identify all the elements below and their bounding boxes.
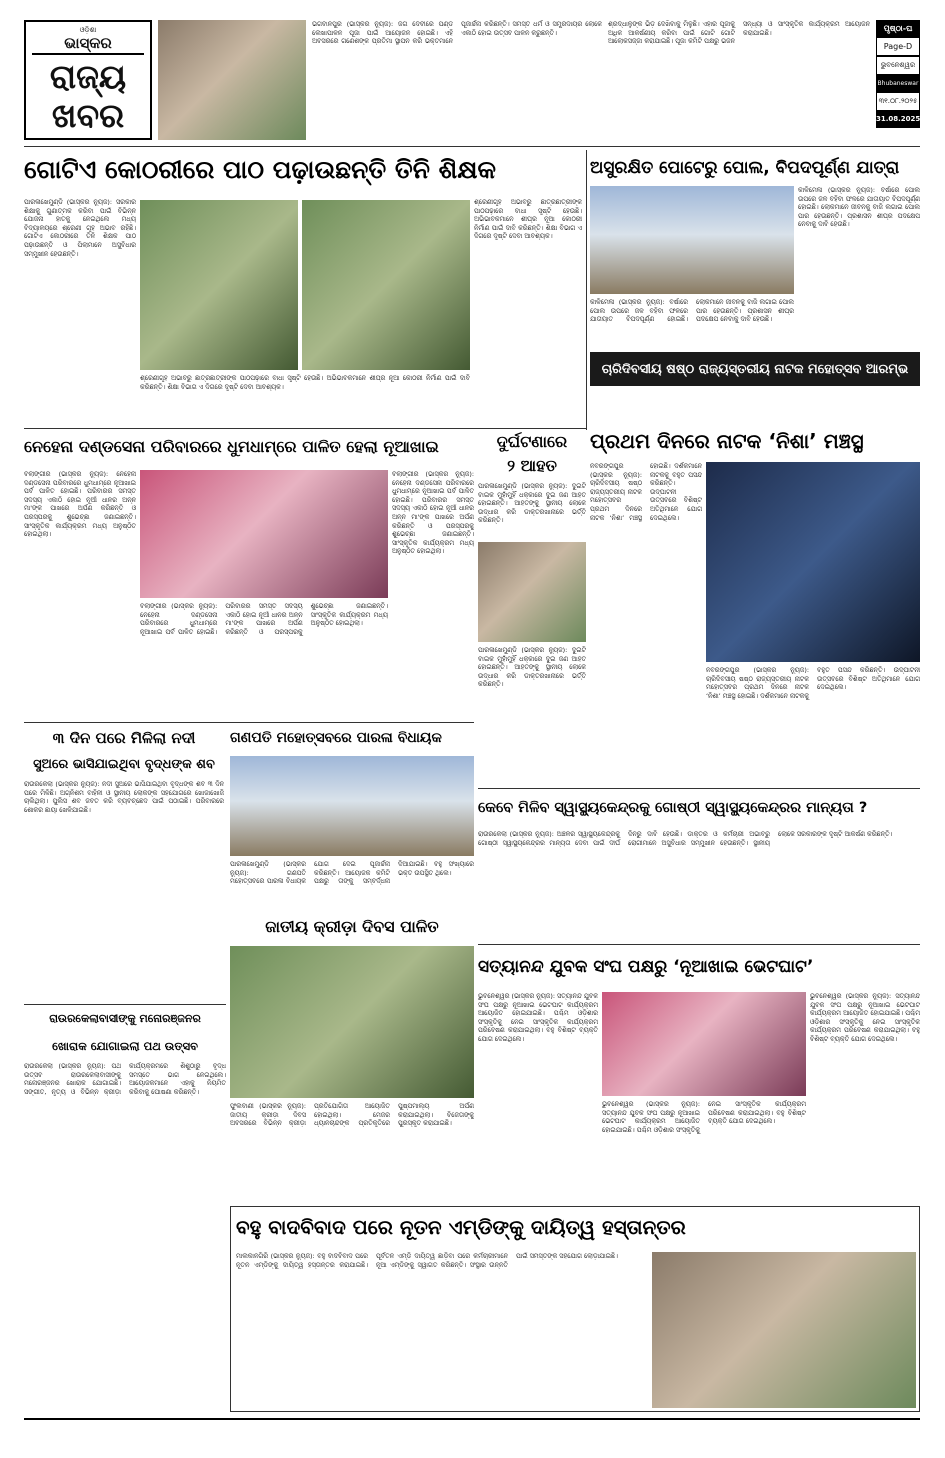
city-odia: ଭୁବନେଶ୍ୱର xyxy=(876,56,920,75)
river-story-text: ରାଉରକେଲା (ଭାସ୍କର ନ୍ୟୁଜ): ନଦୀ ସୁଅରେ ଭାସିଯାଇଥିବା ବୃଦ୍ଧଙ୍କ ଶବ ୩ ଦିନ ପରେ ମିଳିଛି। ଅଗ୍ନିଶମ ବାହିନୀ ଓ ସ୍ଥାନୀୟ ଲୋକଙ୍କ ସହଯୋଗରେ ଖୋଜାଖୋଜି ଚାଲିଥିଲା। ପୁଲିସ ଶବ ଜବତ କରି ବ୍ୟବଚ୍ଛେଦ ପାଇଁ ପଠାଇଛି। ପରିବାରରେ ଶୋକର ଛାୟା ଖେଳିଯାଇଛି। xyxy=(24,780,224,814)
sangha-story-right-text: ଭୁବନେଶ୍ୱର (ଭାସ୍କର ନ୍ୟୁଜ): ସତ୍ୟାନନ୍ଦ ଯୁବକ ସଂଘ ପକ୍ଷରୁ ନୂଆଖାଇ ଭେଟଘାଟ କାର୍ଯ୍ୟକ୍ରମ ଆୟୋଜିତ ହୋଇଯାଇଛି। ପଶ୍ଚିମ ଓଡ଼ିଶାର ସଂସ୍କୃତିକୁ ନେଇ ସାଂସ୍କୃତିକ କାର୍ଯ୍ୟକ୍ରମ ପରିବେଷଣ କରାଯାଇଥିଲା। ବହୁ ବିଶିଷ୍ଟ ବ୍ୟକ୍ତି ଯୋଗ ଦେଇଥିଲେ। xyxy=(810,992,920,1043)
headline-ganesh: ଗଣପତି ମହୋତ୍ସବରେ ପାରଳା ବିଧାୟକ xyxy=(230,730,442,746)
classroom-photo-left xyxy=(140,200,298,370)
school-story-text: ପାରଳାଖେମୁଣ୍ଡି (ଭାସ୍କର ନ୍ୟୁଜ): ସରକାର ଶିକ୍ଷାକୁ ଗୁଣାତ୍ମକ କରିବା ପାଇଁ ବିଭିନ୍ନ ଯୋଜନା ହାତକୁ ନେଇଥିଲେ ମଧ୍ୟ ବିଦ୍ୟାଳୟରେ ଶ୍ରେଣୀ ଗୃହ ଅଭାବ ରହିଛି। ଗୋଟିଏ କୋଠରୀରେ ତିନି ଶିକ୍ଷକ ପାଠ ପଢ଼ାଉଛନ୍ତି ଓ ପିଲାମାନେ ଅସୁବିଧାର ସମ୍ମୁଖୀନ ହେଉଛନ୍ତି। xyxy=(24,198,136,258)
headline-nuakhai-meet: ସତ୍ୟାନନ୍ଦ ଯୁବକ ସଂଘ ପକ୍ଷରୁ ‘ନୂଆଖାଇ ଭେଟଘାଟ’ xyxy=(478,957,814,977)
sangha-story-text: ଭୁବନେଶ୍ୱର (ଭାସ୍କର ନ୍ୟୁଜ): ସତ୍ୟାନନ୍ଦ ଯୁବକ ସଂଘ ପକ୍ଷରୁ ନୂଆଖାଇ ଭେଟଘାଟ କାର୍ଯ୍ୟକ୍ରମ ଆୟୋଜିତ ହୋଇଯାଇଛି। ପଶ୍ଚିମ ଓଡ଼ିଶାର ସଂସ୍କୃତିକୁ ନେଇ ସାଂସ୍କୃତିକ କାର୍ଯ୍ୟକ୍ରମ ପରିବେଷଣ କରାଯାଇଥିଲା। ବହୁ ବିଶିଷ୍ଟ ବ୍ୟକ୍ତି ଯୋଗ ଦେଇଥିଲେ। xyxy=(478,992,598,1043)
headline-nuakhai: ନେହେନା ଦଣ୍ଡସେନା ପରିବାରରେ ଧୁମଧାମ୍‌ରେ ପାଳିତ ହେଲା ନୂଆଖାଇ xyxy=(24,437,439,456)
divider xyxy=(24,722,474,723)
masthead-divider xyxy=(32,53,144,55)
brand-name: ଭାସ୍କର xyxy=(64,34,112,52)
footer-rule xyxy=(24,1418,920,1420)
headline-festival-line1: ରାଉରକେଲାବାସୀଙ୍କୁ ମନୋରଞ୍ଜନର xyxy=(49,1012,201,1025)
headline-school: ଗୋଟିଏ କୋଠରୀରେ ପାଠ ପଢ଼ାଉଛନ୍ତି ତିନି ଶିକ୍ଷକ xyxy=(24,155,496,184)
page-label: Page-D xyxy=(876,37,920,56)
drama-story-text: ନବରଙ୍ଗପୁର (ଭାସ୍କର ନ୍ୟୁଜ): ଚାରିଦିବସୀୟ ଷଷ୍ଠ ରାଜ୍ୟସ୍ତରୀୟ ନାଟକ ମହୋତ୍ସବର ପ୍ରଥମ ଦିନରେ ନାଟକ ‘ନିଶା’ ମଞ୍ଚସ୍ଥ ହୋଇଛି। ଦର୍ଶକମାନେ ନାଟକକୁ ବହୁତ ପସନ୍ଦ କରିଛନ୍ତି। ଉଦ୍‌ଘାଟନୀ ଉତ୍ସବରେ ବିଶିଷ୍ଟ ଅତିଥିମାନେ ଯୋଗ ଦେଇଥିଲେ। xyxy=(590,462,702,522)
bridge-photo xyxy=(590,186,794,294)
headline-festival-line2: ଖୋରାକ ଯୋଗାଇଲା ପଥ ଉତ୍ସବ xyxy=(52,1039,198,1053)
page-info-box xyxy=(876,20,920,142)
headline-health-centre: କେବେ ମିଳିବ ସ୍ୱାସ୍ଥ୍ୟକେନ୍ଦ୍ରକୁ ଗୋଷ୍ଠୀ ସ୍ୱାସ୍ଥ୍ୟକେନ୍ଦ୍ରର ମାନ୍ୟତା ? xyxy=(478,800,868,816)
drama-story-right-text: ନବରଙ୍ଗପୁର (ଭାସ୍କର ନ୍ୟୁଜ): ଚାରିଦିବସୀୟ ଷଷ୍ଠ ରାଜ୍ୟସ୍ତରୀୟ ନାଟକ ମହୋତ୍ସବର ପ୍ରଥମ ଦିନରେ ନାଟକ ‘ନିଶା’ ମଞ୍ଚସ୍ଥ ହୋଇଛି। ଦର୍ଶକମାନେ ନାଟକକୁ ବହୁତ ପସନ୍ଦ କରିଛନ୍ତି। ଉଦ୍‌ଘାଟନୀ ଉତ୍ସବରେ ବିଶିଷ୍ଟ ଅତିଥିମାନେ ଯୋଗ ଦେଇଥିଲେ। xyxy=(706,666,920,700)
divider xyxy=(478,944,920,945)
sangha-event-photo xyxy=(602,992,806,1096)
headline-bridge: ଅସୁରକ୍ଷିତ ପୋଟେରୁ ପୋଲ, ବିପଦପୂର୍ଣ୍ଣ ଯାତ୍ରା xyxy=(590,158,900,178)
school-story-right-text: ଶ୍ରେଣୀଗୃହ ଅଭାବରୁ ଛାତ୍ରଛାତ୍ରୀଙ୍କ ପାଠପଢ଼ାରେ ବାଧା ସୃଷ୍ଟି ହେଉଛି। ଅଭିଭାବକମାନେ ଶୀଘ୍ର ନୂଆ କୋଠରୀ ନିର୍ମାଣ ପାଇଁ ଦାବି କରିଛନ୍ତି। ଶିକ୍ଷା ବିଭାଗ ଏ ଦିଗରେ ଦୃଷ୍ଟି ଦେବା ଆବଶ୍ୟକ। xyxy=(474,198,582,241)
top-story-text: ଭଗବାନପୁର (ଭାସ୍କର ନ୍ୟୁଜ): ଜଗ ଦେବୀରେ ପଣ୍ଡ ଲେଖାପାଳନ ପୂଜା ପାଇଁ ଆୟୋଜନ ହୋଇଛି। ଏହି ଅବସରରେ ଗଣେଶଙ୍କ ପ୍ରତିମା ସ୍ଥାପନ କରି ଭକ୍ତମାନେ ପୂଜାର୍ଚ୍ଚନା କରିଛନ୍ତି। ସମସ୍ତ ଧର୍ମ ଓ ସମ୍ପ୍ରଦାୟର ଲୋକେ ଏକାଠି ହୋଇ ଉତ୍ସବ ପାଳନ କରୁଛନ୍ତି। xyxy=(312,20,602,46)
sports-team-photo xyxy=(230,946,474,1098)
bridge-story-text: କାଳିମେଳା (ଭାସ୍କର ନ୍ୟୁଜ): ବର୍ଷାରେ ପୋଲ ଉପରେ ଜଳ ବହିବା ଫଳରେ ଯାତାୟାତ ବିପଦପୂର୍ଣ୍ଣ ହୋଇଛି। ଲୋକମାନେ ଜୀବନକୁ ବାଜି ଲଗାଇ ପୋଲ ପାର ହେଉଛନ୍ତି। ପ୍ରଶାସନ ଶୀଘ୍ର ପଦକ୍ଷେପ ନେବାକୁ ଦାବି ହେଉଛି। xyxy=(590,298,794,324)
divider xyxy=(586,150,587,430)
section-title-line1: ରାଜ୍ୟ xyxy=(49,57,127,96)
bridge-story-right-text: କାଳିମେଳା (ଭାସ୍କର ନ୍ୟୁଜ): ବର୍ଷାରେ ପୋଲ ଉପରେ ଜଳ ବହିବା ଫଳରେ ଯାତାୟାତ ବିପଦପୂର୍ଣ୍ଣ ହୋଇଛି। ଲୋକମାନେ ଜୀବନକୁ ବାଜି ଲଗାଇ ପୋଲ ପାର ହେଉଛନ୍ତି। ପ୍ରଶାସନ ଶୀଘ୍ର ପଦକ୍ଷେପ ନେବାକୁ ଦାବି ହେଉଛି। xyxy=(798,186,920,229)
health-story-text: ରାଉରକେଲା (ଭାସ୍କର ନ୍ୟୁଜ): ଅଞ୍ଚଳର ସ୍ୱାସ୍ଥ୍ୟକେନ୍ଦ୍ରକୁ ଗୋଷ୍ଠୀ ସ୍ୱାସ୍ଥ୍ୟକେନ୍ଦ୍ରର ମାନ୍ୟତା ଦେବା ପାଇଁ ଦୀର୍ଘ ଦିନରୁ ଦାବି ହେଉଛି। ଡାକ୍ତର ଓ କର୍ମଚାରୀ ଅଭାବରୁ ରୋଗୀମାନେ ଅସୁବିଧାର ସମ୍ମୁଖୀନ ହେଉଛନ୍ତି। ସ୍ଥାନୀୟ ଲୋକେ ସରକାରଙ୍କ ଦୃଷ୍ଟି ଆକର୍ଷଣ କରିଛନ୍ତି। xyxy=(478,830,893,847)
page-odia: ପୃଷ୍ଠା-ଘ xyxy=(876,20,920,37)
md-story-text: ମାଲକାନଗିରି (ଭାସ୍କର ନ୍ୟୁଜ): ବହୁ ବାଦବିବାଦ ପରେ ନୂତନ ଏମ୍‌ଡିଙ୍କୁ ଦାୟିତ୍ୱ ହସ୍ତାନ୍ତର କରାଯାଇଛି। ପୂର୍ବତନ ଏମ୍‌ଡି ଦାୟିତ୍ୱ ଛାଡ଼ିବା ପରେ କର୍ମଚାରୀମାନେ ନୂଆ ଏମ୍‌ଡିଙ୍କୁ ସ୍ୱାଗତ କରିଛନ୍ତି। ସଂସ୍ଥାର ଉନ୍ନତି ପାଇଁ ସମସ୍ତଙ୍କ ସହଯୋଗ ଲୋଡ଼ାଯାଇଛି। xyxy=(236,1252,618,1269)
divider xyxy=(478,788,920,789)
date-english: 31.08.2025 xyxy=(876,111,920,128)
top-story-right-text: ଶ୍ରଦ୍ଧାଳୁଙ୍କ ଭିଡ଼ ଦେଖିବାକୁ ମିଳୁଛି। ଏହାର ପୂଜାକୁ ଅଧିକ ଆକର୍ଷଣୀୟ କରିବା ପାଇଁ ଗୋଟି ଗୋଟି ଆଲୋକସଜ୍ଜା କରାଯାଇଛି। ପୂଜା କମିଟି ପକ୍ଷରୁ ଭଜନ ସନ୍ଧ୍ୟା ଓ ସାଂସ୍କୃତିକ କାର୍ଯ୍ୟକ୍ରମ ଆୟୋଜନ କରାଯାଇଛି। xyxy=(608,20,870,46)
divider xyxy=(24,428,586,429)
ganesh-story-text: ପାରଳାଖେମୁଣ୍ଡି (ଭାସ୍କର ନ୍ୟୁଜ): ଗଣପତି ମହୋତ୍ସବରେ ପାରଳା ବିଧାୟକ ଯୋଗ ଦେଇ ପୂଜାର୍ଚ୍ଚନା କରିଛନ୍ତି। ଆୟୋଜକ କମିଟି ପକ୍ଷରୁ ତାଙ୍କୁ ସମ୍ବର୍ଦ୍ଧନା ଦିଆଯାଇଛି। ବହୁ ସଂଖ୍ୟାରେ ଭକ୍ତ ଉପସ୍ଥିତ ଥିଲେ। xyxy=(230,860,474,886)
sports-story-text: ଫୁଲବାଣୀ (ଭାସ୍କର ନ୍ୟୁଜ): ଜାତୀୟ କ୍ରୀଡ଼ା ଦିବସ ଅବସରରେ ବିଭିନ୍ନ କ୍ରୀଡ଼ା ପ୍ରତିଯୋଗିତା ଆୟୋଜିତ ହୋଇଥିଲା। ମେଜର ଧ୍ୟାନଚାନ୍ଦଙ୍କ ପ୍ରତିକୃତିରେ ପୁଷ୍ପମାଲ୍ୟ ଅର୍ପଣ କରାଯାଇଥିଲା। ବିଜେତାଙ୍କୁ ପୁରସ୍କୃତ କରାଯାଇଛି। xyxy=(230,1102,474,1128)
city-name: Bhubaneswar xyxy=(876,75,920,92)
drama-stage-photo xyxy=(706,462,920,662)
drama-festival-banner: ଚାରିଦିବସୀୟ ଷଷ୍ଠ ରାଜ୍ୟସ୍ତରୀୟ ନାଟକ ମହୋତ୍ସବ ଆରମ୍ଭ xyxy=(590,352,920,386)
section-title-line2: ଖବର xyxy=(51,96,125,135)
headline-river-line2: ସୁଅରେ ଭାସିଯାଇଥିବା ବୃଦ୍ଧଙ୍କ ଶବ xyxy=(33,757,215,772)
md-handover-photo xyxy=(652,1252,916,1408)
masthead xyxy=(24,20,152,140)
brand-top: ଓଡ଼ିଶା xyxy=(79,26,97,34)
headline-river-line1: ୩ ଦିନ ପରେ ମିଳିଲା ନଦୀ xyxy=(52,729,196,747)
temple-decoration-photo xyxy=(158,20,306,140)
classroom-photo-right xyxy=(302,200,470,370)
nuakhai-photo xyxy=(140,470,388,598)
accident-story-text: ପାରଳାଖେମୁଣ୍ଡି (ଭାସ୍କର ନ୍ୟୁଜ): ଦୁଇଟି ବାଇକ ମୁହାଁମୁହିଁ ଧକ୍କାରେ ଦୁଇ ଜଣ ଆହତ ହୋଇଛନ୍ତି। ଆହତଙ୍କୁ ସ୍ଥାନୀୟ ଲୋକେ ଉଦ୍ଧାର କରି ଡାକ୍ତରଖାନାରେ ଭର୍ତ୍ତି କରିଛନ୍ତି। xyxy=(478,482,586,525)
nuakhai-story-lower-text: ବଲାଙ୍ଗୀର (ଭାସ୍କର ନ୍ୟୁଜ): ନେହେନା ଦଣ୍ଡସେନା ପରିବାରରେ ଧୁମଧାମ୍‌ରେ ନୂଆଖାଇ ପର୍ବ ପାଳିତ ହୋଇଛି। ପରିବାରର ସମସ୍ତ ସଦସ୍ୟ ଏକାଠି ହୋଇ ନୂଆଁ ଧାନର ଅନ୍ନ ମା'ଙ୍କ ପାଖରେ ଅର୍ପଣ କରିଛନ୍ତି ଓ ପରସ୍ପରକୁ ଶୁଭେଚ୍ଛା ଜଣାଇଛନ୍ତି। ସାଂସ୍କୃତିକ କାର୍ଯ୍ୟକ୍ରମ ମଧ୍ୟ ଅନୁଷ୍ଠିତ ହୋଇଥିଲା। xyxy=(140,602,388,636)
headline-accident-line1: ଦୁର୍ଘଟଣାରେ xyxy=(496,432,568,451)
headline-new-md: ବହୁ ବାଦବିବାଦ ପରେ ନୂତନ ଏମ୍‌ଡିଙ୍କୁ ଦାୟିତ୍ୱ ହସ୍ତାନ୍ତର xyxy=(236,1215,686,1239)
festival-story-text: ରାଉରକେଲା (ଭାସ୍କର ନ୍ୟୁଜ): ପଥ ଉତ୍ସବ ରାଉରକେଲାବାସୀଙ୍କୁ ମନୋରଞ୍ଜନର ଖୋରାକ ଯୋଗାଇଛି। ସଙ୍ଗୀତ, ନୃତ୍ୟ ଓ ବିଭିନ୍ନ କ୍ରୀଡ଼ା କାର୍ଯ୍ୟକ୍ରମରେ ଶିଶୁଠାରୁ ବୃଦ୍ଧ ସମସ୍ତେ ଭାଗ ନେଇଥିଲେ। ଆୟୋଜକମାନେ ଏହାକୁ ନିୟମିତ କରିବାକୁ ଘୋଷଣା କରିଛନ୍ତି। xyxy=(24,1062,226,1096)
divider xyxy=(24,146,920,147)
headline-accident-line2: ୨ ଆହତ xyxy=(507,456,557,475)
date-odia: ୩୧.୦୮.୨୦୨୫ xyxy=(876,92,920,111)
headline-drama: ପ୍ରଥମ ଦିନରେ ନାଟକ ‘ନିଶା’ ମଞ୍ଚସ୍ଥ xyxy=(590,429,864,453)
headline-sports-day: ଜାତୀୟ କ୍ରୀଡ଼ା ଦିବସ ପାଳିତ xyxy=(265,917,439,936)
sangha-story-lower-text: ଭୁବନେଶ୍ୱର (ଭାସ୍କର ନ୍ୟୁଜ): ସତ୍ୟାନନ୍ଦ ଯୁବକ ସଂଘ ପକ୍ଷରୁ ନୂଆଖାଇ ଭେଟଘାଟ କାର୍ଯ୍ୟକ୍ରମ ଆୟୋଜିତ ହୋଇଯାଇଛି। ପଶ୍ଚିମ ଓଡ଼ିଶାର ସଂସ୍କୃତିକୁ ନେଇ ସାଂସ୍କୃତିକ କାର୍ଯ୍ୟକ୍ରମ ପରିବେଷଣ କରାଯାଇଥିଲା। ବହୁ ବିଶିଷ୍ଟ ବ୍ୟକ୍ତି ଯୋଗ ଦେଇଥିଲେ। xyxy=(602,1100,806,1134)
ganesh-idol-photo xyxy=(230,756,474,856)
accident-story-lower-text: ପାରଳାଖେମୁଣ୍ଡି (ଭାସ୍କର ନ୍ୟୁଜ): ଦୁଇଟି ବାଇକ ମୁହାଁମୁହିଁ ଧକ୍କାରେ ଦୁଇ ଜଣ ଆହତ ହୋଇଛନ୍ତି। ଆହତଙ୍କୁ ସ୍ଥାନୀୟ ଲୋକେ ଉଦ୍ଧାର କରି ଡାକ୍ତରଖାନାରେ ଭର୍ତ୍ତି କରିଛନ୍ତି। xyxy=(478,646,586,689)
nuakhai-story-text: ବଲାଙ୍ଗୀର (ଭାସ୍କର ନ୍ୟୁଜ): ନେହେନା ଦଣ୍ଡସେନା ପରିବାରରେ ଧୁମଧାମ୍‌ରେ ନୂଆଖାଇ ପର୍ବ ପାଳିତ ହୋଇଛି। ପରିବାରର ସମସ୍ତ ସଦସ୍ୟ ଏକାଠି ହୋଇ ନୂଆଁ ଧାନର ଅନ୍ନ ମା'ଙ୍କ ପାଖରେ ଅର୍ପଣ କରିଛନ୍ତି ଓ ପରସ୍ପରକୁ ଶୁଭେଚ୍ଛା ଜଣାଇଛନ୍ତି। ସାଂସ୍କୃତିକ କାର୍ଯ୍ୟକ୍ରମ ମଧ୍ୟ ଅନୁଷ୍ଠିତ ହୋଇଥିଲା। xyxy=(24,470,136,539)
injured-person-photo xyxy=(478,542,586,642)
nuakhai-story-right-text: ବଲାଙ୍ଗୀର (ଭାସ୍କର ନ୍ୟୁଜ): ନେହେନା ଦଣ୍ଡସେନା ପରିବାରରେ ଧୁମଧାମ୍‌ରେ ନୂଆଖାଇ ପର୍ବ ପାଳିତ ହୋଇଛି। ପରିବାରର ସମସ୍ତ ସଦସ୍ୟ ଏକାଠି ହୋଇ ନୂଆଁ ଧାନର ଅନ୍ନ ମା'ଙ୍କ ପାଖରେ ଅର୍ପଣ କରିଛନ୍ତି ଓ ପରସ୍ପରକୁ ଶୁଭେଚ୍ଛା ଜଣାଇଛନ୍ତି। ସାଂସ୍କୃତିକ କାର୍ଯ୍ୟକ୍ରମ ମଧ୍ୟ ଅନୁଷ୍ଠିତ ହୋଇଥିଲା। xyxy=(392,470,474,556)
divider xyxy=(24,1004,226,1005)
school-story-caption-text: ଶ୍ରେଣୀଗୃହ ଅଭାବରୁ ଛାତ୍ରଛାତ୍ରୀଙ୍କ ପାଠପଢ଼ାରେ ବାଧା ସୃଷ୍ଟି ହେଉଛି। ଅଭିଭାବକମାନେ ଶୀଘ୍ର ନୂଆ କୋଠରୀ ନିର୍ମାଣ ପାଇଁ ଦାବି କରିଛନ୍ତି। ଶିକ୍ଷା ବିଭାଗ ଏ ଦିଗରେ ଦୃଷ୍ଟି ଦେବା ଆବଶ୍ୟକ। xyxy=(140,374,470,391)
